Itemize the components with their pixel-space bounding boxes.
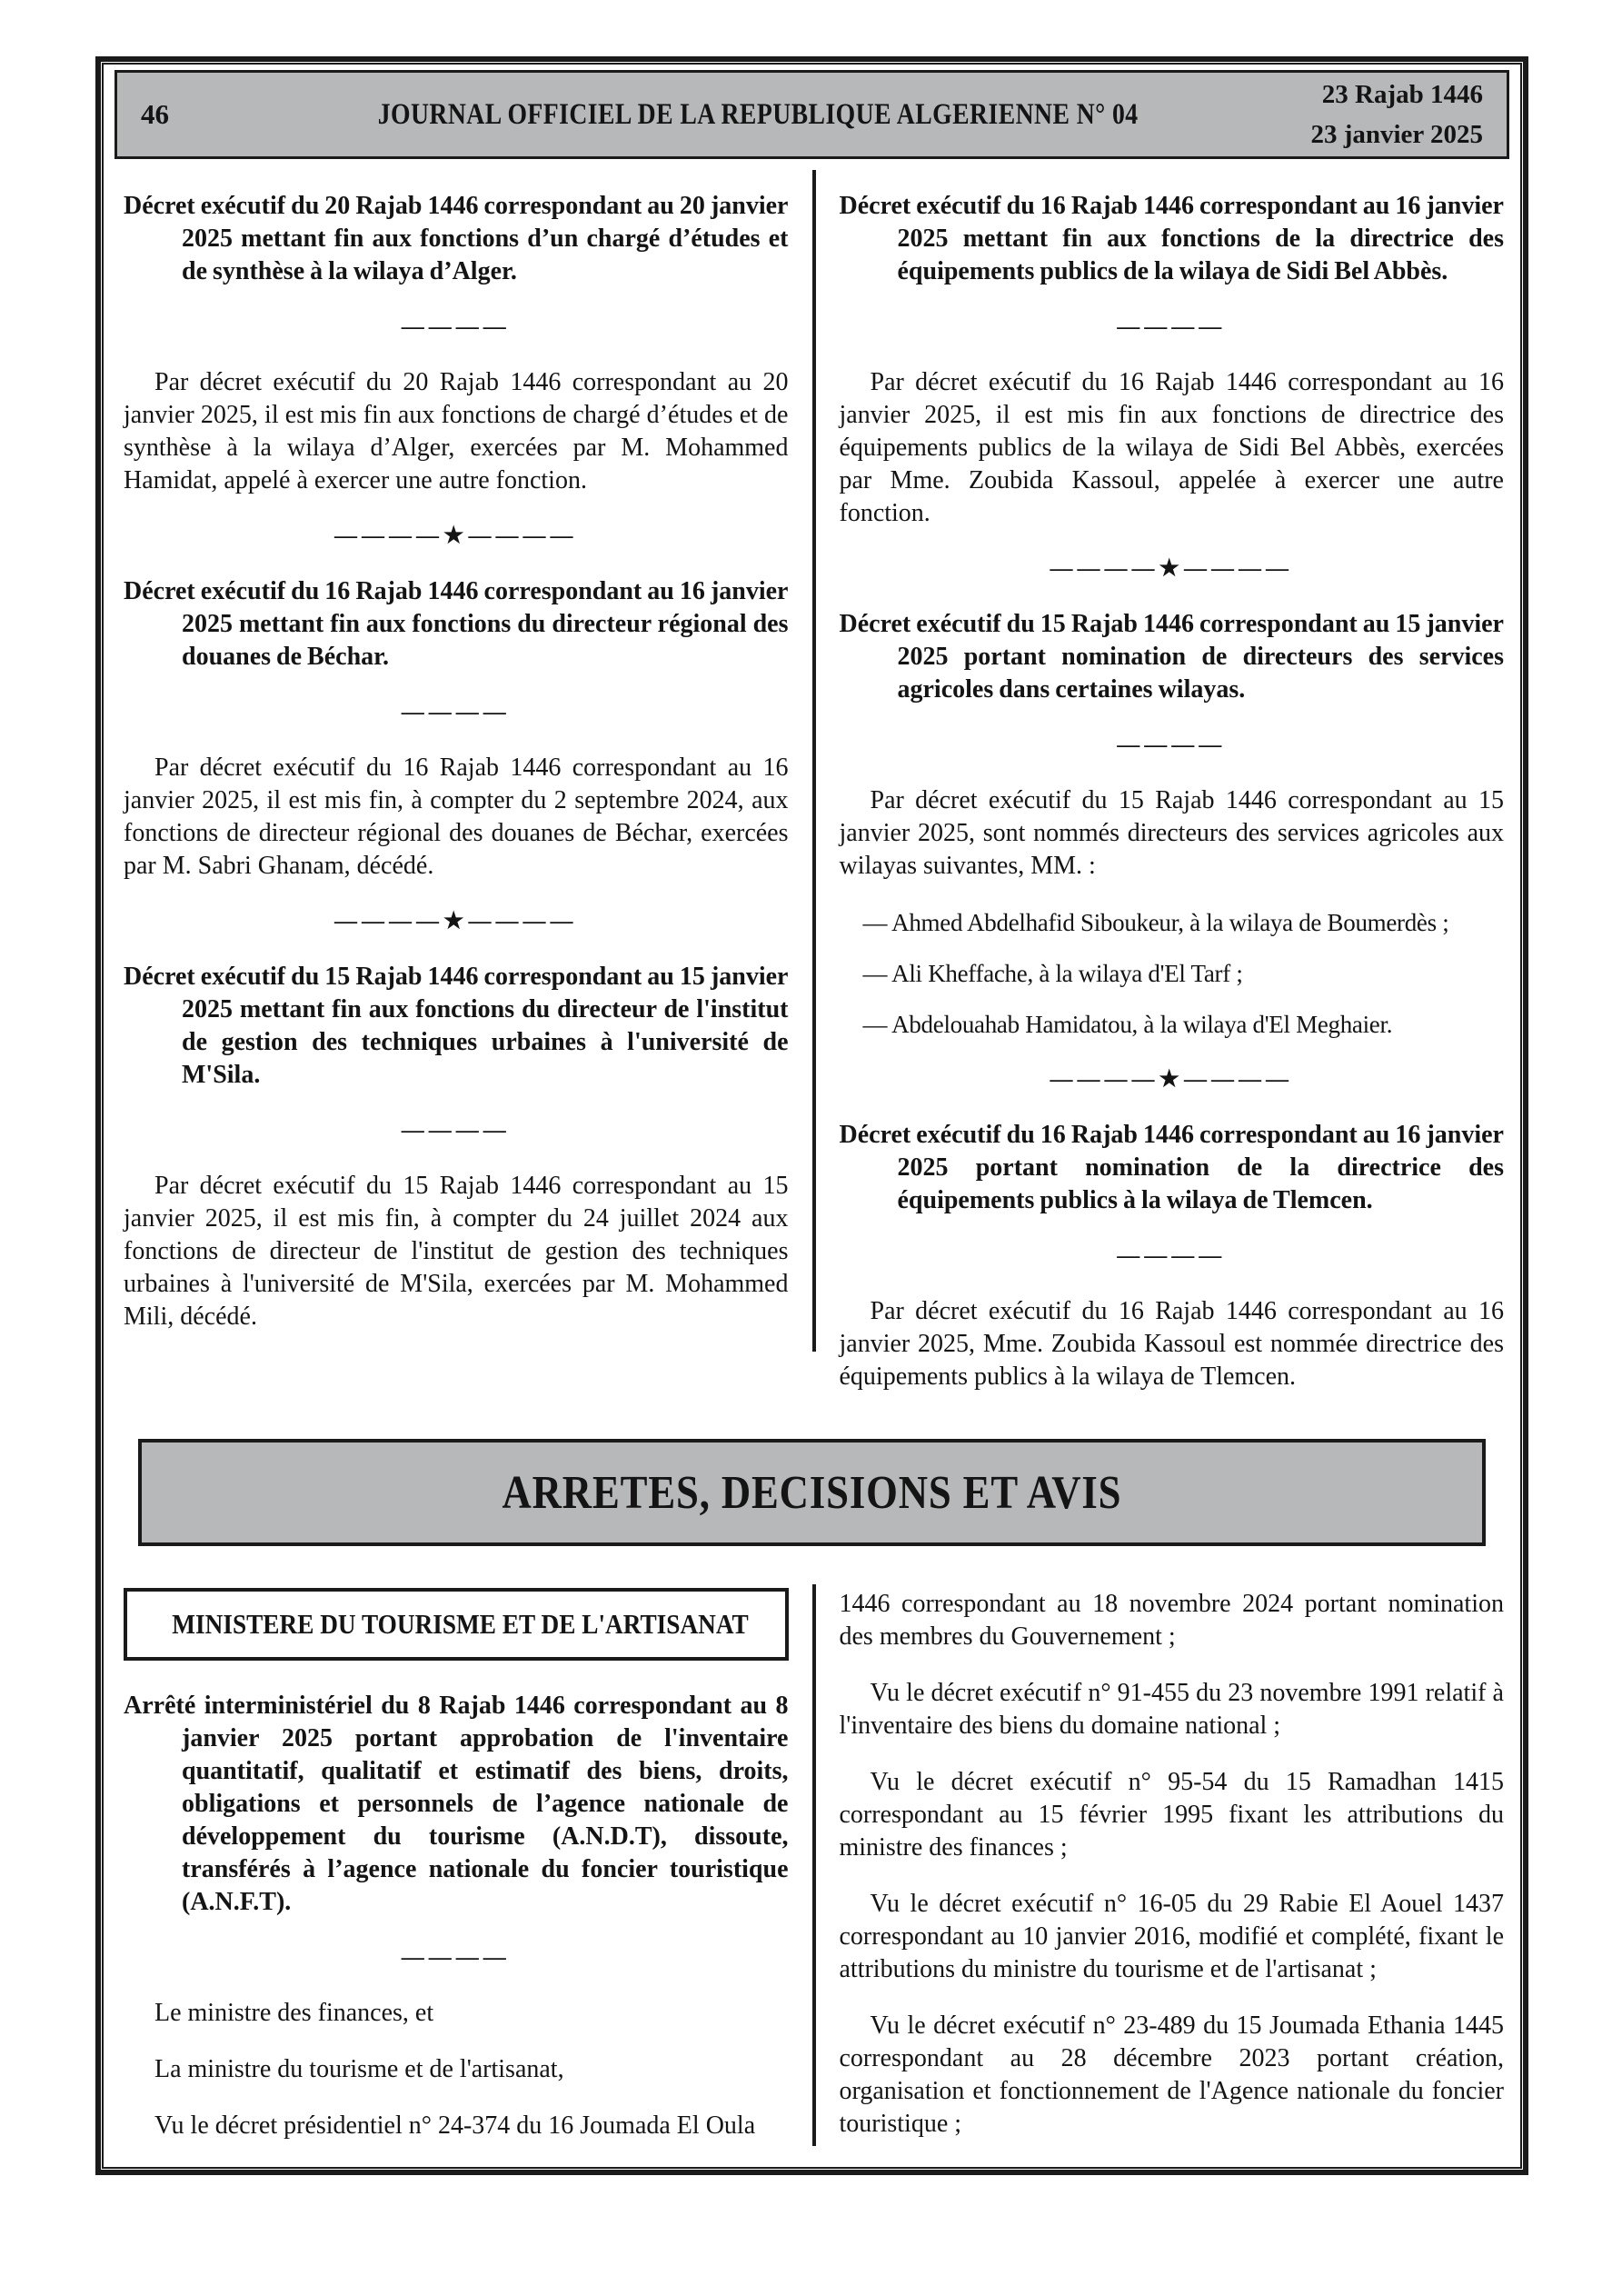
decree-title: Décret exécutif du 16 Rajab 1446 correspondant au 16 janvier 2025 portant nomination de la directrice des équipements publics à la wilaya de Tlemcen. — [839, 1121, 1504, 1214]
journal-title-label: JOURNAL OFFICIEL DE LA REPUBLIQUE ALGERIENNE N° 04 — [377, 97, 1139, 131]
separator: ———— — [1117, 1243, 1227, 1268]
decree-title: Décret exécutif du 15 Rajab 1446 correspondant au 15 janvier 2025 portant nomination de directeurs des services agricoles dans certaines wilayas. — [839, 610, 1504, 704]
star-separator: ————★———— — [1050, 1067, 1293, 1092]
paragraph: 1446 correspondant au 18 novembre 2024 portant nomination des membres du Gouvernement ; — [839, 1590, 1504, 1651]
paragraph: La ministre du tourisme et de l'artisanat, — [154, 2055, 564, 2083]
ministry-heading-label: MINISTERE DU TOURISME ET DE L'ARTISANAT — [172, 1608, 749, 1640]
paragraph: Par décret exécutif du 16 Rajab 1446 correspondant au 16 janvier 2025, il est mis fin, à compter du 2 septembre 2024, aux fonctions de directeur régional des douanes de Béchar, exercées par M. Sabri Ghanam, décédé. — [124, 754, 789, 880]
decree-title: Arrêté interministériel du 8 Rajab 1446 correspondant au 8 janvier 2025 portant approbation de l'inventaire quantitatif, qualitatif et estimatif des biens, droits, obligations et personnels de l’agence nationale de développement du tourisme (A.N.D.T), dissoute, transférés à l’agence nationale du foncier touristique (A.N.F.T). — [124, 1692, 789, 1916]
list-item: — Ahmed Abdelhafid Siboukeur, à la wilaya de Boumerdès ; — [862, 909, 1449, 936]
paragraph: Vu le décret exécutif n° 23-489 du 15 Joumada Ethania 1445 correspondant au 28 décembre 2023 portant création, organisation et fonctionnement de l'Agence nationale du foncier touristique ; — [839, 2011, 1504, 2138]
arretes-banner-label: ARRETES, DECISIONS ET AVIS — [502, 1466, 1122, 1519]
paragraph: Vu le décret exécutif n° 91-455 du 23 novembre 1991 relatif à l'inventaire des biens du domaine national ; — [839, 1679, 1504, 1740]
header-dates — [1310, 75, 1483, 155]
list-item: — Ali Kheffache, à la wilaya d'El Tarf ; — [862, 960, 1243, 987]
arretes-banner — [138, 1439, 1486, 1546]
decree-title: Décret exécutif du 20 Rajab 1446 correspondant au 20 janvier 2025 mettant fin aux fonctions d’un chargé d’études et de synthèse à la wilaya d’Alger. — [124, 192, 789, 285]
decrees-section — [114, 170, 1509, 1399]
journal-title — [204, 98, 1310, 132]
top-left-column — [114, 170, 812, 1399]
star-separator: ————★———— — [1050, 556, 1293, 581]
paragraph: Par décret exécutif du 16 Rajab 1446 correspondant au 16 janvier 2025, il est mis fin aux fonctions de directrice des équipements publics de la wilaya de Sidi Bel Abbès, exercées par Mme. Zoubida Kassoul, appelée à exercer une autre fonction. — [839, 368, 1504, 527]
page-frame — [95, 56, 1528, 2175]
paragraph: Vu le décret exécutif n° 16-05 du 29 Rabie El Aouel 1437 correspondant au 10 janvier 2016, modifié et complété, fixant le attributions du ministre du tourisme et de l'artisanat ; — [839, 1890, 1504, 1983]
star-separator: ————★———— — [334, 909, 578, 933]
paragraph: Vu le décret exécutif n° 95-54 du 15 Ramadhan 1415 correspondant au 15 février 1995 fixant les attributions du ministre des finances ; — [839, 1768, 1504, 1862]
page-header-band — [114, 70, 1509, 159]
bottom-left-column — [114, 1584, 812, 2173]
paragraph: Le ministre des finances, et — [154, 1999, 434, 2027]
date-gregorian: 23 janvier 2025 — [1310, 120, 1483, 149]
separator: ———— — [401, 1118, 511, 1143]
page-content-area — [102, 63, 1522, 2169]
paragraph: Par décret exécutif du 15 Rajab 1446 correspondant au 15 janvier 2025, sont nommés directeurs des services agricoles aux wilayas suivantes, MM. : — [839, 786, 1504, 880]
bottom-right-column — [816, 1584, 1510, 2173]
star-separator: ————★———— — [334, 524, 578, 548]
list-item: — Abdelouahab Hamidatou, à la wilaya d'El Meghaier. — [862, 1011, 1393, 1038]
paragraph: Par décret exécutif du 15 Rajab 1446 correspondant au 15 janvier 2025, il est mis fin, à compter du 24 juillet 2024 aux fonctions de directeur de l'institut de gestion des techniques urbaines à l'université de M'Sila, exercées par M. Mohammed Mili, décédé. — [124, 1172, 789, 1331]
separator: ———— — [401, 314, 511, 339]
separator: ———— — [401, 700, 511, 724]
ministry-heading-box — [124, 1588, 789, 1661]
arretes-section — [114, 1584, 1509, 2173]
top-right-column — [816, 170, 1510, 1399]
decree-title: Décret exécutif du 15 Rajab 1446 correspondant au 15 janvier 2025 mettant fin aux fonctions du directeur de l'institut de gestion des techniques urbaines à l'université de M'Sila. — [124, 963, 789, 1089]
date-hijri: 23 Rajab 1446 — [1321, 80, 1483, 109]
separator: ———— — [1117, 733, 1227, 757]
paragraph: Par décret exécutif du 16 Rajab 1446 correspondant au 16 janvier 2025, Mme. Zoubida Kassoul est nommée directrice des équipements publics à la wilaya de Tlemcen. — [839, 1297, 1504, 1391]
paragraph: Par décret exécutif du 20 Rajab 1446 correspondant au 20 janvier 2025, il est mis fin aux fonctions de chargé d’études et de synthèse à la wilaya d’Alger, exercées par M. Mohammed Hamidat, appelé à exercer une autre fonction. — [124, 368, 789, 494]
paragraph: Vu le décret présidentiel n° 24-374 du 16 Joumada El Oula — [154, 2111, 756, 2140]
separator: ———— — [1117, 314, 1227, 339]
separator: ———— — [401, 1945, 511, 1970]
decree-title: Décret exécutif du 16 Rajab 1446 correspondant au 16 janvier 2025 mettant fin aux fonctions de la directrice des équipements publics de la wilaya de Sidi Bel Abbès. — [839, 192, 1504, 285]
decree-title: Décret exécutif du 16 Rajab 1446 correspondant au 16 janvier 2025 mettant fin aux fonctions du directeur régional des douanes de Béchar. — [124, 577, 789, 671]
page-number: 46 — [141, 98, 169, 130]
